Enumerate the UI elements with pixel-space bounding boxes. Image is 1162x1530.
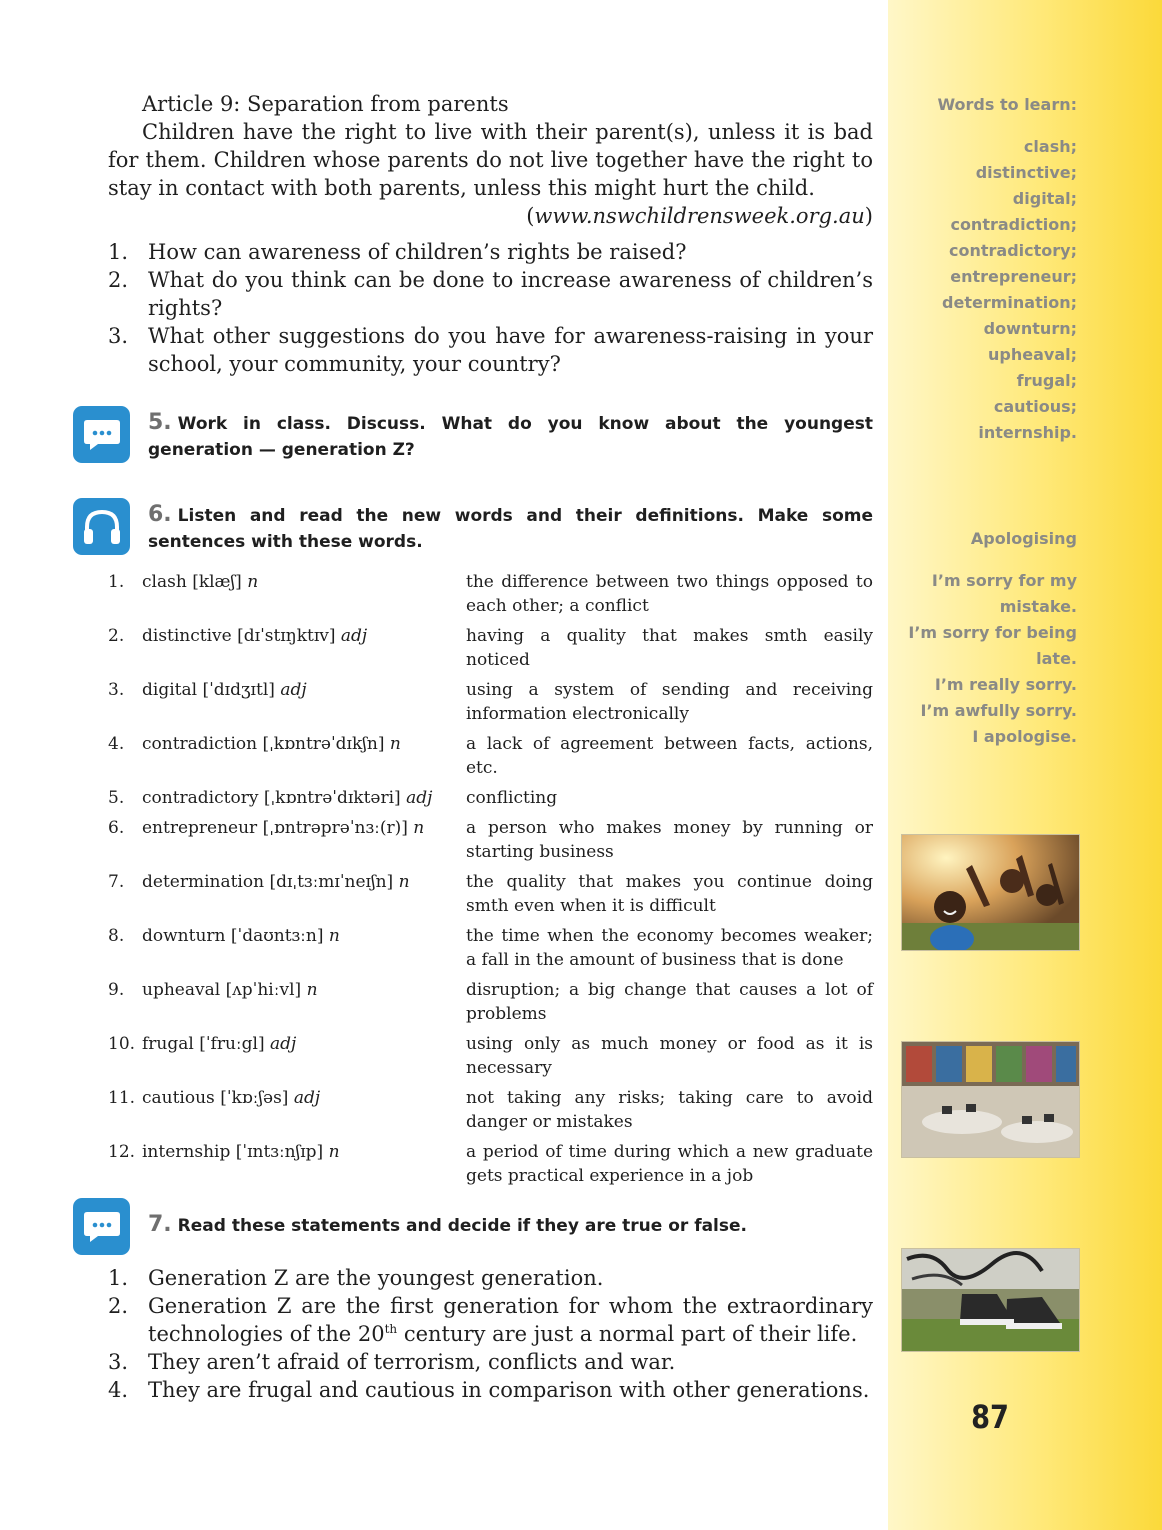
vocabulary-row [108, 570, 873, 618]
vocab-number: 2. [108, 626, 125, 646]
apology-phrase: I’m awfully sorry. [920, 701, 1077, 720]
vocab-definition: not taking any risks; taking care to avoid danger or mistakes [466, 1088, 873, 1132]
vocabulary-row [108, 732, 873, 780]
task-number: 6. [148, 502, 172, 527]
task-instruction: Listen and read the new words and their definitions. Make some sentences with these words. [148, 506, 873, 552]
vocab-pos: n [413, 818, 425, 838]
vocab-word: frugal [142, 1034, 194, 1054]
vocab-ipa: [dɪˌtɜːmɪˈneɪʃn] [269, 872, 394, 892]
task-7 [148, 1212, 873, 1239]
apology-phrase: I’m really sorry. [934, 675, 1077, 694]
sidebar-word: cautious; [993, 397, 1077, 416]
statement-text: They aren’t afraid of terrorism, conflicts and war. [148, 1350, 676, 1374]
vocab-word: determination [142, 872, 265, 892]
sidebar-word: determination; [942, 293, 1077, 312]
vocab-ipa: [ˈdaʊntɜːn] [230, 926, 324, 946]
vocab-definition: having a quality that makes smth easily noticed [466, 626, 873, 670]
vocab-term [142, 570, 466, 618]
list-item [108, 1264, 873, 1292]
vocab-ipa: [ˈkɒːʃəs] [220, 1088, 289, 1108]
statement-text-end: century are just a normal part of their life. [397, 1322, 858, 1346]
vocab-term [142, 786, 466, 810]
vocab-word: clash [142, 572, 187, 592]
vocab-number: 7. [108, 872, 125, 892]
statement-superscript: th [384, 1322, 398, 1336]
vocab-number: 9. [108, 980, 125, 1000]
vocabulary-row [108, 1140, 873, 1188]
list-item [108, 238, 873, 266]
vocab-pos: n [247, 572, 259, 592]
vocab-word: contradictory [142, 788, 259, 808]
vocabulary-row [108, 786, 873, 810]
vocabulary-row [108, 678, 873, 726]
vocab-pos: n [328, 1142, 340, 1162]
sidebar-word: clash; [1023, 137, 1077, 156]
sneakers-graffiti-photo [901, 1248, 1080, 1352]
vocabulary-row [108, 816, 873, 864]
vocab-ipa: [ˌɒntrəprəˈnɜː(r)] [262, 818, 408, 838]
article-heading: Article 9: Separation from parents [142, 92, 509, 116]
task-instruction: Read these statements and decide if they are true or false. [177, 1216, 747, 1236]
vocab-number: 1. [108, 572, 125, 592]
vocab-definition: a lack of agreement between facts, actions, etc. [466, 734, 873, 778]
vocab-ipa: [ˈdɪdʒɪtl] [202, 680, 275, 700]
vocab-term [142, 870, 466, 918]
question-number: 2. [108, 268, 129, 292]
apologising-title: Apologising [970, 529, 1077, 548]
vocab-pos: adj [406, 788, 433, 808]
vocab-word: entrepreneur [142, 818, 258, 838]
statement-number: 2. [108, 1294, 129, 1318]
statement-number: 1. [108, 1266, 129, 1290]
sidebar-word: contradiction; [950, 215, 1077, 234]
true-false-statements [108, 1264, 873, 1404]
vocab-number: 12. [108, 1142, 136, 1162]
sidebar-word: downturn; [983, 319, 1077, 338]
vocab-term [142, 732, 466, 780]
sidebar-word: contradictory; [949, 241, 1077, 260]
task-number: 5. [148, 410, 172, 435]
vocab-definition: the time when the economy becomes weaker; a fall in the amount of business that is done [466, 926, 873, 970]
list-item [108, 1292, 873, 1348]
question-text: What other suggestions do you have for awareness-raising in your school, your community, your country? [148, 324, 873, 376]
sidebar-word: entrepreneur; [950, 267, 1077, 286]
vocab-pos: adj [340, 626, 368, 646]
vocab-word: downturn [142, 926, 226, 946]
vocab-term [142, 678, 466, 726]
vocab-ipa: [ˌkɒntrəˈdɪkʃn] [262, 734, 385, 754]
vocab-definition: a person who makes money by running or starting business [466, 818, 873, 862]
vocab-definition: a period of time during which a new graduate gets practical experience in a job [466, 1142, 873, 1186]
vocab-word: internship [142, 1142, 231, 1162]
vocab-number: 11. [108, 1088, 136, 1108]
list-item [108, 266, 873, 322]
vocabulary-list [108, 570, 873, 1194]
question-number: 1. [108, 240, 129, 264]
vocabulary-row [108, 1032, 873, 1080]
vocabulary-row [108, 978, 873, 1026]
statement-text: They are frugal and cautious in comparison with other generations. [148, 1378, 870, 1402]
vocab-number: 6. [108, 818, 125, 838]
words-to-learn-title: Words to learn: [937, 95, 1077, 114]
statement-text: Generation Z are the youngest generation. [148, 1266, 604, 1290]
vocab-number: 10. [108, 1034, 136, 1054]
vocab-number: 8. [108, 926, 125, 946]
vocab-term [142, 1140, 466, 1188]
task-instruction: Work in class. Discuss. What do you know about the youngest generation — generation Z? [148, 414, 873, 460]
vocab-pos: n [328, 926, 340, 946]
vocab-word: contradiction [142, 734, 258, 754]
vocab-word: distinctive [142, 626, 232, 646]
speech-bubble-icon [73, 1198, 130, 1255]
vocab-pos: adj [293, 1088, 321, 1108]
vocab-term [142, 978, 466, 1026]
apologising-panel [908, 526, 1077, 750]
words-to-learn-panel [937, 92, 1077, 446]
list-item [108, 1376, 873, 1404]
children-celebrating-photo [901, 834, 1080, 951]
question-text: What do you think can be done to increase awareness of children’s rights? [148, 268, 873, 320]
task-5 [148, 410, 873, 463]
discussion-questions [108, 238, 873, 378]
vocab-word: cautious [142, 1088, 215, 1108]
statement-text-start: Generation Z are the first generation for whom the extraordinary technologies of the 20 [148, 1294, 873, 1346]
speech-bubble-icon [73, 406, 130, 463]
apology-phrase: I’m sorry for my [931, 571, 1077, 590]
list-item [108, 1348, 873, 1376]
vocab-definition: conflicting [466, 788, 558, 808]
vocab-pos: n [389, 734, 401, 754]
article-section [108, 90, 873, 378]
apology-phrase: I’m sorry for being [908, 623, 1077, 642]
vocab-ipa: [dɪˈstɪŋktɪv] [237, 626, 336, 646]
page-number: 87 [971, 1398, 1009, 1436]
library-computers-photo [901, 1041, 1080, 1158]
vocab-pos: n [306, 980, 318, 1000]
task-number: 7. [148, 1212, 172, 1237]
sidebar-word: digital; [1012, 189, 1077, 208]
source-url: www.nswchildrensweek.org.au [534, 204, 865, 228]
apology-phrase: I apologise. [972, 727, 1077, 746]
vocab-term [142, 924, 466, 972]
vocab-term [142, 1032, 466, 1080]
task-6 [148, 502, 873, 555]
vocab-term [142, 816, 466, 864]
vocab-ipa: [ʌpˈhiːvl] [225, 980, 302, 1000]
sidebar-word: upheaval; [988, 345, 1077, 364]
sidebar-word: distinctive; [975, 163, 1077, 182]
vocabulary-row [108, 924, 873, 972]
vocab-number: 3. [108, 680, 125, 700]
source-paren-close: ) [864, 204, 873, 228]
vocab-pos: adj [270, 1034, 297, 1054]
vocab-definition: disruption; a big change that causes a lot of problems [466, 980, 873, 1024]
vocab-definition: the difference between two things opposed to each other; a conflict [466, 572, 873, 616]
vocab-definition: the quality that makes you continue doing smth even when it is difficult [466, 872, 873, 916]
vocab-definition: using a system of sending and receiving information electronically [466, 680, 873, 724]
vocab-number: 4. [108, 734, 125, 754]
vocab-ipa: [ˌkɒntrəˈdɪktəri] [263, 788, 401, 808]
vocab-ipa: [klæʃ] [192, 572, 242, 592]
question-text: How can awareness of children’s rights be raised? [148, 240, 687, 264]
sidebar-word: internship. [978, 423, 1077, 442]
vocab-pos: n [398, 872, 410, 892]
vocab-word: digital [142, 680, 198, 700]
vocabulary-row [108, 624, 873, 672]
article-source [108, 202, 873, 230]
vocab-definition: using only as much money or food as it is necessary [466, 1034, 873, 1078]
statement-list [108, 1264, 873, 1404]
question-number: 3. [108, 324, 129, 348]
apology-phrase: late. [1036, 649, 1077, 668]
vocab-ipa: [ˈɪntɜːnʃɪp] [235, 1142, 324, 1162]
vocabulary-row [108, 1086, 873, 1134]
vocab-term [142, 624, 466, 672]
vocab-word: upheaval [142, 980, 221, 1000]
sidebar-word: frugal; [1016, 371, 1077, 390]
apology-phrase: mistake. [999, 597, 1077, 616]
statement-number: 4. [108, 1378, 129, 1402]
headphones-icon [73, 498, 130, 555]
vocab-ipa: [ˈfruːgl] [199, 1034, 265, 1054]
article-body: Children have the right to live with their parent(s), unless it is bad for them. Children whose parents do not live together have the right to stay in contact with both parents, unless this might hurt the child. [108, 120, 873, 200]
vocabulary-row [108, 870, 873, 918]
vocab-number: 5. [108, 788, 125, 808]
statement-number: 3. [108, 1350, 129, 1374]
source-paren-open: ( [526, 204, 535, 228]
vocab-pos: adj [280, 680, 307, 700]
vocab-term [142, 1086, 466, 1134]
list-item [108, 322, 873, 378]
